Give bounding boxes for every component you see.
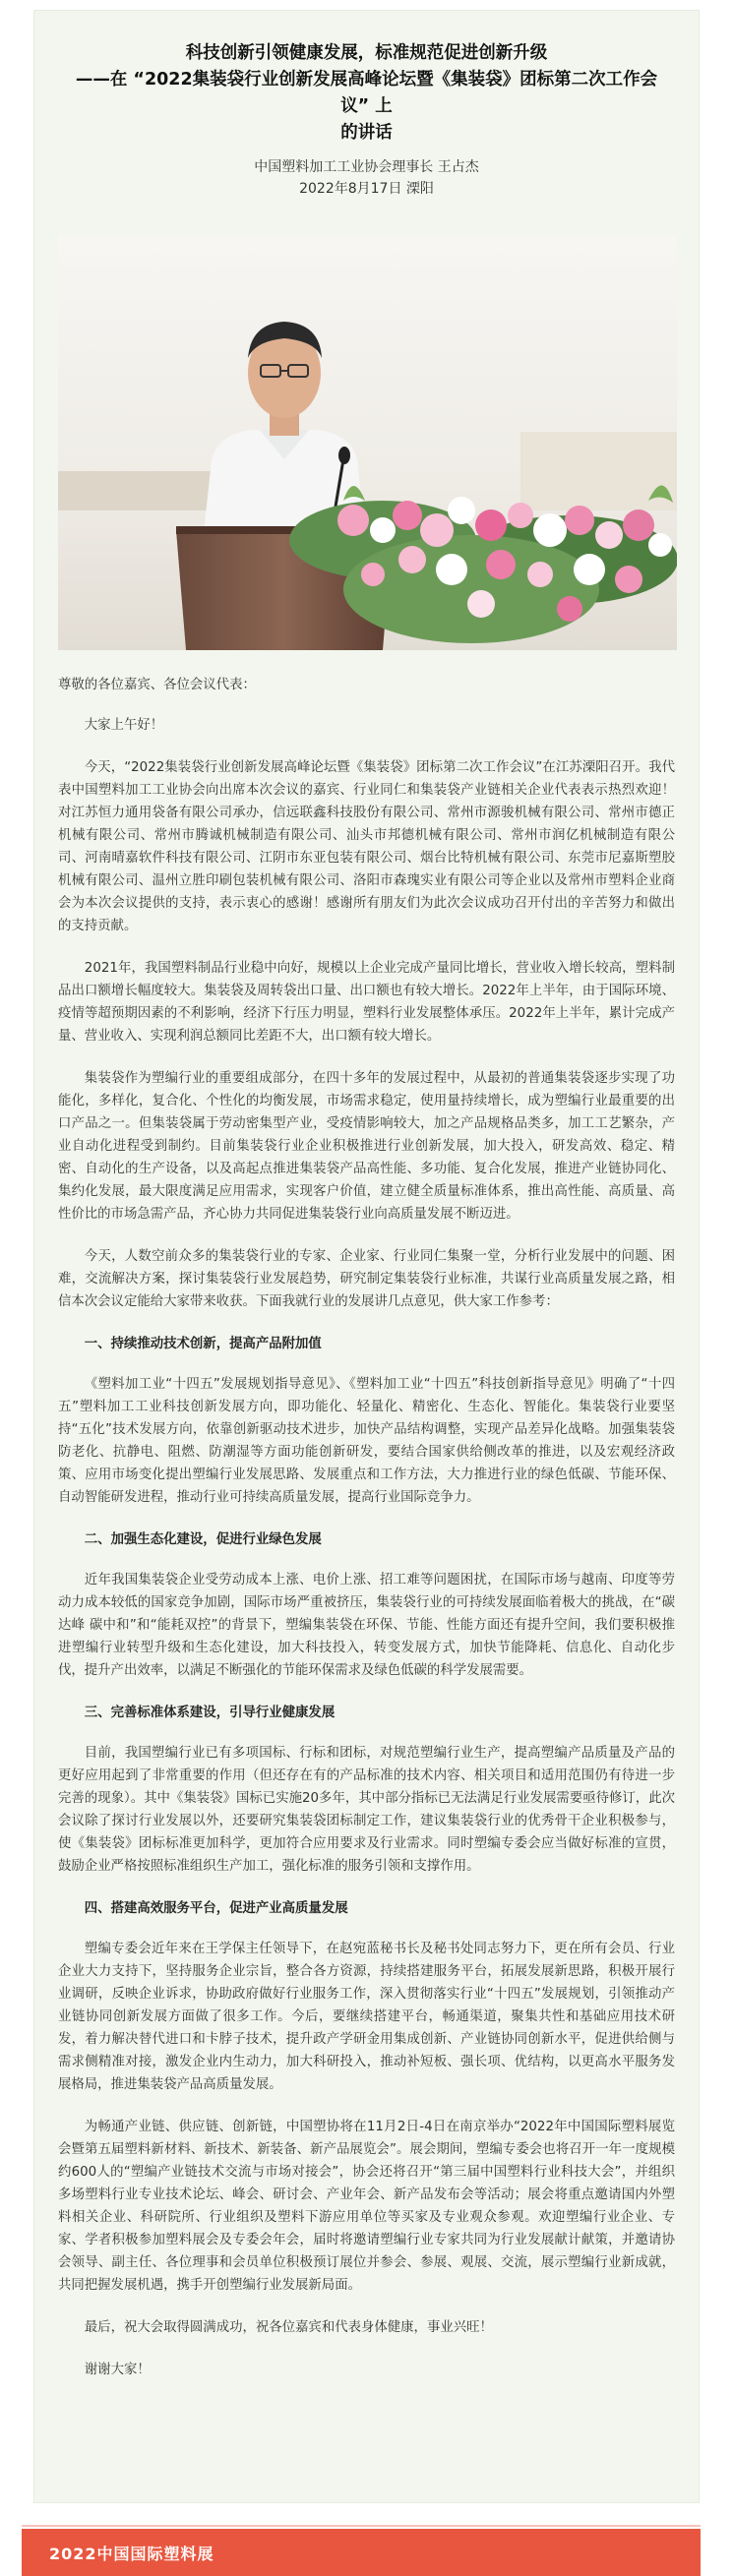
footer-banner[interactable]: [22, 2529, 701, 2576]
article-header: [34, 11, 699, 200]
paragraph-2: 2021年，我国塑料制品行业稳中向好，规模以上企业完成产量同比增长，营业收入增长较高，塑料制品出口额增长幅度较大。集装袋及周转袋出口量、出口额也有较大增长。2022年上半年，由于国际环境、疫情等超预期因素的不利影响，经济下行压力明显，塑料行业发展整体承压。2022年上半年，累计完成产量、营业收入、实现利润总额同比差距不大，出口额有较大增长。: [58, 961, 675, 1044]
title-line-2: ——在 “2022集装袋行业创新发展高峰论坛暨《集装袋》团标第二次工作会议” 上: [75, 70, 658, 116]
title-line-3: 的讲话: [340, 123, 393, 143]
paragraph-7: 目前，我国塑编行业已有多项国标、行标和团标，对规范塑编行业生产，提高塑编产品质量及产品的更好应用起到了非常重要的作用（但还存在有的产品标准的技术内容、相关项目和适用范围仍有待进一步完善的现象）。其中《集装袋》国标已实施20多年，其中部分指标已无法满足行业发展需要亟待修订，此次会议除了探讨行业发展以外，还要研究集装袋团标制定工作，建议集装袋行业的优秀骨干企业积极参与，使《集装袋》团标标准更加科学，更加符合应用要求及行业需求。同时塑编专委会应当做好标准的宣贯，鼓励企业严格按照标准组织生产加工，强化标准的服务引领和支撑作用。: [58, 1746, 675, 1874]
footer-divider: [22, 2525, 701, 2527]
paragraph-9: 为畅通产业链、供应链、创新链，中国塑协将在11月2日-4日在南京举办“2022年中国国际塑料展览会暨第五届塑料新材料、新技术、新装备、新产品展览会”。展会期间，塑编专委会也将召开一年一度规模约600人的“塑编产业链技术交流与市场对接会”，协会还将召开“第三届中国塑料行业科技大会”，并组织多场塑料行业专业技术论坛、峰会、研讨会、产业年会、新产品发布会等活动；展会将重点邀请国内外塑料相关企业、科研院所、行业组织及塑料下游应用单位等买家及专业观众参观。欢迎塑编行业企业、专家、学者积极参加塑料展会及专委会年会，届时将邀请塑编行业专家共同为行业发展献计献策，并邀请协会领导、副主任、各位理事和会员单位积极预订展位并参会、参展、观展、交流，展示塑编行业新成就，共同把握发展机遇，携手开创塑编行业发展新局面。: [58, 2120, 675, 2293]
salutation: 尊敬的各位嘉宾、各位会议代表：: [58, 678, 256, 692]
section-heading-1: 一、持续推动技术创新，提高产品附加值: [84, 1337, 322, 1351]
paragraph-10: 最后，祝大会取得圆满成功，祝各位嘉宾和代表身体健康，事业兴旺！: [84, 2320, 493, 2335]
section-heading-3: 三、完善标准体系建设，引导行业健康发展: [84, 1706, 336, 1720]
paragraph-8: 塑编专委会近年来在王学保主任领导下，在赵宛蓝秘书长及秘书处同志努力下，更在所有会员、行业企业大力支持下，坚持服务企业宗旨，整合各方资源，持续搭建服务平台，拓展发展新思路，积极开展行业调研，反映企业诉求，协助政府做好行业服务工作，深入贯彻落实行业“十四五”发展规划，引领推动产业链协同创新发展方面做了很多工作。今后，要继续搭建平台，畅通渠道，聚集共性和基础应用技术研发，着力解决替代进口和卡脖子技术，提升政产学研金用集成创新、产业链协同创新水平，促进供给侧与需求侧精准对接，激发企业内生动力，加大科研投入，推动补短板、强长项、优结构，以更高水平服务发展格局，推进集装袋产品高质量发展。: [58, 1942, 675, 2092]
footer-banner-label: 2022中国国际塑料展: [49, 2545, 214, 2563]
paragraph-3: 集装袋作为塑编行业的重要组成部分，在四十多年的发展过程中，从最初的普通集装袋逐步实现了功能化，多样化，复合化、个性化的均衡发展，市场需求稳定，使用量持续增长，成为塑编行业最重要的出口产品之一。但集装袋属于劳动密集型产业，受疫情影响较大，加之产品规格品类多，加工工艺繁杂，产业自动化进程受到制约。目前集装袋行业企业积极推进行业创新发展，加大投入，研发高效、稳定、精密、自动化的生产设备，以及高起点推进集装袋产品高性能、多功能、复合化发展，推进产业链协同化、集约化发展，最大限度满足应用需求，实现客户价值，建立健全质量标准体系，推出高性能、高质量、高性价比的市场急需产品，齐心协力共同促进集装袋行业向高质量发展不断迈进。: [58, 1071, 675, 1222]
closing-thanks: 谢谢大家！: [84, 2363, 151, 2377]
title-line-1: 科技创新引领健康发展，标准规范促进创新升级: [185, 43, 548, 63]
speech-date: 2022年8月17日 溧阳: [299, 181, 434, 197]
paragraph-4: 今天，人数空前众多的集装袋行业的专家、企业家、行业同仁集聚一堂，分析行业发展中的问题、困难，交流解决方案，探讨集装袋行业发展趋势，研究制定集装袋行业标准，共谋行业高质量发展之路，相信本次会议定能给大家带来收获。下面我就行业的发展讲几点意见，供大家工作参考：: [58, 1249, 675, 1309]
paragraph-6: 近年我国集装袋企业受劳动成本上涨、电价上涨、招工难等问题困扰，在国际市场与越南、印度等劳动力成本较低的国家竞争加剧，国际市场严重被挤压，集装袋行业的可持续发展面临着极大的挑战，在“碳达峰 碳中和”和“能耗双控”的背景下，塑编集装袋在环保、节能、性能方面还有提升空间，我们要积极推进塑编行业转型升级和生态化建设，加大科技投入，转变发展方式，加快节能降耗、信息化、自动化步伐，提升产出效率，以满足不断强化的节能环保需求及绿色低碳的科学发展需要。: [58, 1573, 675, 1678]
section-heading-2: 二、加强生态化建设，促进行业绿色发展: [84, 1532, 322, 1547]
article-card: [33, 10, 700, 2503]
greeting: 大家上午好！: [84, 718, 164, 733]
speech-body: [58, 674, 675, 2401]
paragraph-5: 《塑料加工业“十四五”发展规划指导意见》、《塑料加工业“十四五”科技创新指导意见》明确了“十四五”塑料加工工业科技创新发展方向，即功能化、轻量化、精密化、生态化、智能化。集装袋行业要坚持“五化”技术发展方向，依靠创新驱动技术进步，加快产品结构调整，实现产品差异化战略。加强集装袋防老化、抗静电、阻燃、防潮湿等方面功能创新研发，要结合国家供给侧改革的推进，以及宏观经济政策、应用市场变化提出塑编行业发展思路、发展重点和工作方法，大力推进行业的绿色低碳、节能环保、自动智能研发进程，推动行业可持续高质量发展，提高行业国际竞争力。: [58, 1377, 675, 1505]
paragraph-1: 今天，“2022集装袋行业创新发展高峰论坛暨《集装袋》团标第二次工作会议”在江苏溧阳召开。我代表中国塑料加工工业协会向出席本次会议的嘉宾、行业同仁和集装袋产业链相关企业代表表示热烈欢迎！对江苏恒力通用袋备有限公司承办，信远联鑫科技股份有限公司、常州市源骏机械有限公司、常州市德正机械有限公司、常州市腾诚机械制造有限公司、汕头市邦德机械有限公司、常州市润亿机械制造有限公司、河南晴嘉软件科技有限公司、江阴市东亚包装有限公司、烟台比特机械有限公司、东莞市尼嘉斯塑胶机械有限公司、温州立胜印刷包装机械有限公司、洛阳市森瑰实业有限公司等企业以及常州市塑料企业商会为本次会议提供的支持，表示衷心的感谢！感谢所有朋友们为此次会议成功召开付出的辛苦努力和做出的支持贡献。: [58, 760, 675, 933]
section-heading-4: 四、搭建高效服务平台，促进产业高质量发展: [84, 1901, 348, 1916]
speaker-byline: 中国塑料加工工业协会理事长 王占杰: [254, 159, 479, 175]
speaker-photo: [58, 235, 677, 650]
